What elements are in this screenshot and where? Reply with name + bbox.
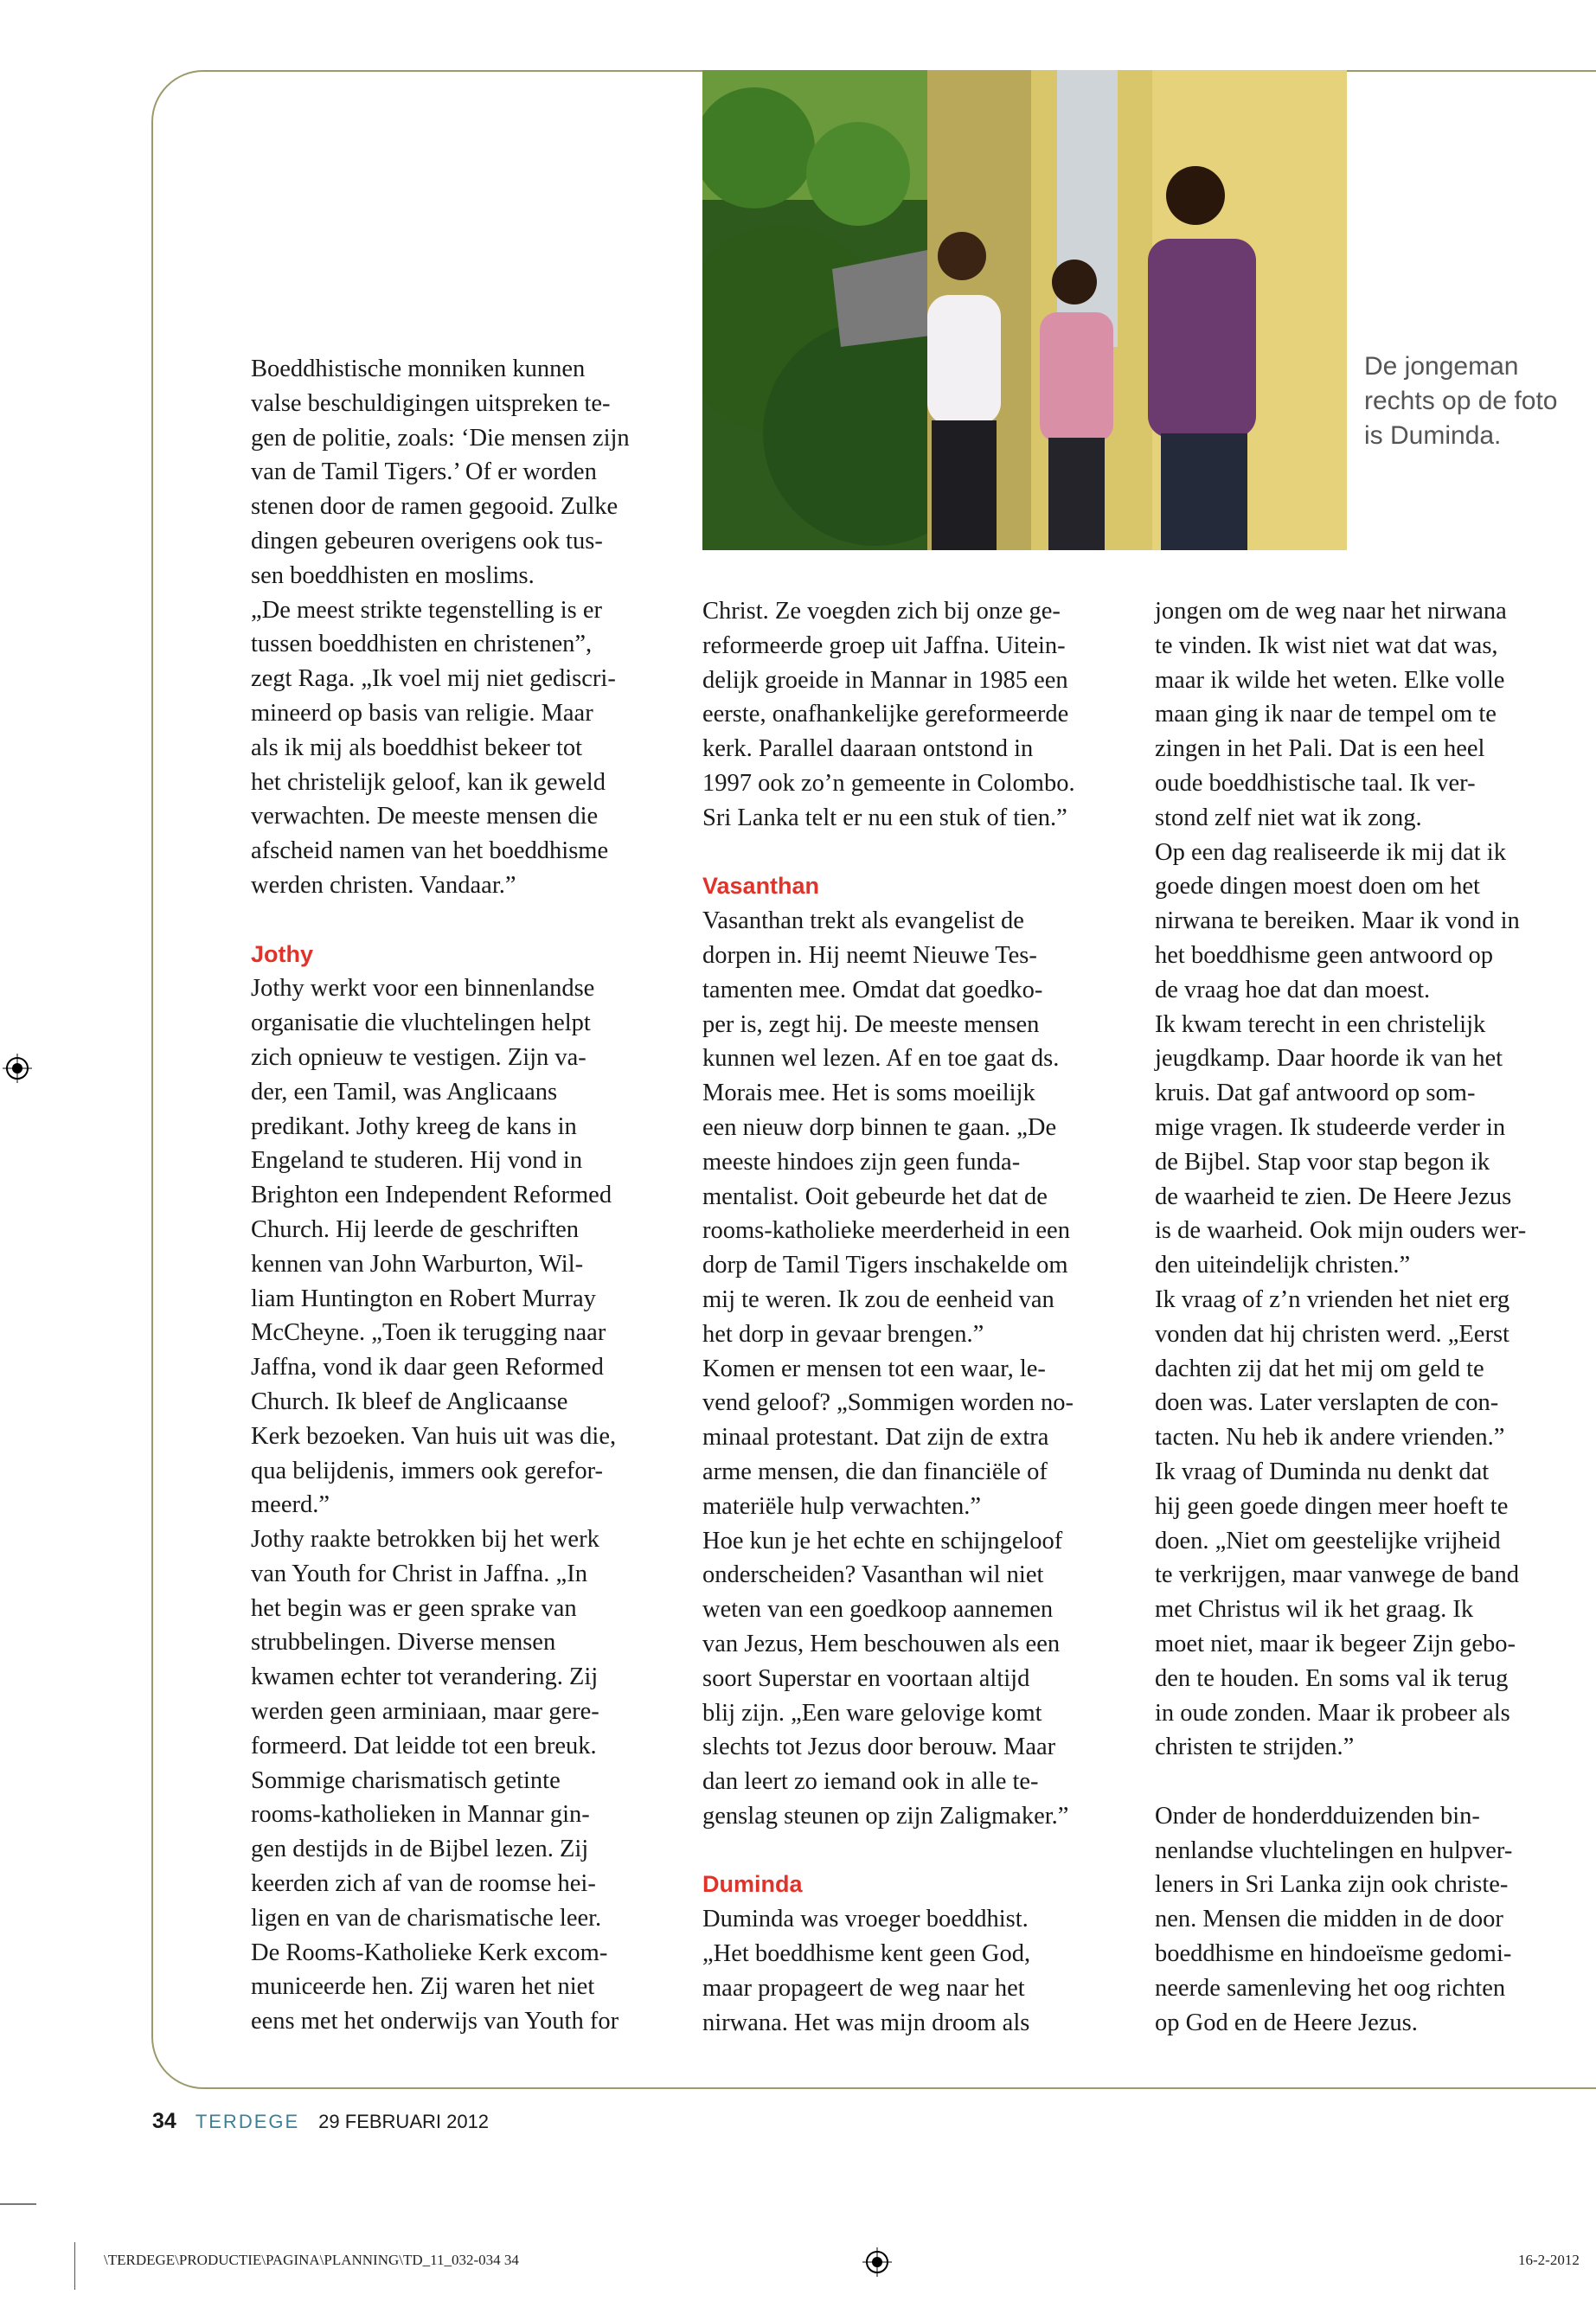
- text-line: soort Superstar en voortaan altijd: [702, 1664, 1030, 1692]
- text-line: den te houden. En soms val ik terug: [1155, 1664, 1509, 1692]
- text-line: eerste, onafhankelijke gereformeerde: [702, 701, 1069, 728]
- text-line: vend geloof? „Sommigen worden no-: [702, 1389, 1074, 1417]
- article-column-2: [702, 594, 1144, 2040]
- text-line: tussen boeddhisten en christenen”,: [251, 631, 593, 658]
- text-line: materiële hulp verwachten.”: [702, 1492, 982, 1520]
- text-line: zingen in het Pali. Dat is een heel: [1155, 735, 1485, 763]
- text-line: kunnen wel lezen. Af en toe gaat ds.: [702, 1045, 1060, 1073]
- text-line: delijk groeide in Mannar in 1985 een: [702, 666, 1068, 694]
- text-line: is de waarheid. Ook mijn ouders wer-: [1155, 1217, 1527, 1245]
- text-line: Jothy raakte betrokken bij het werk: [251, 1526, 599, 1554]
- text-line: maar propageert de weg naar het: [702, 1974, 1025, 2002]
- text-line: stenen door de ramen gegooid. Zulke: [251, 493, 619, 521]
- text-line: maan ging ik naar de tempel om te: [1155, 701, 1497, 728]
- text-line: Church. Hij leerde de geschriften: [251, 1215, 580, 1243]
- text-line: reformeerde groep uit Jaffna. Uitein-: [702, 631, 1066, 659]
- text-line: eens met het onderwijs van Youth for: [251, 2008, 619, 2035]
- text-line: [702, 836, 1144, 870]
- text-line: kennen van John Warburton, Wil-: [251, 1250, 584, 1278]
- text-line: predikant. Jothy kreeg de kans in: [251, 1112, 577, 1140]
- text-line: 1997 ook zo’n gemeente in Colombo.: [702, 769, 1075, 797]
- text-line: vonden dat hij christen werd. „Eerst: [1155, 1320, 1509, 1348]
- section-heading: Vasanthan: [702, 873, 820, 900]
- text-line: van Youth for Christ in Jaffna. „In: [251, 1560, 587, 1587]
- text-line: tacten. Nu heb ik andere vrienden.”: [1155, 1424, 1505, 1452]
- text-line: strubbelingen. Diverse mensen: [251, 1629, 556, 1657]
- text-line: sen boeddhisten en moslims.: [251, 561, 535, 589]
- text-line: meeste hindoes zijn geen funda-: [702, 1148, 1021, 1176]
- text-line: oude boeddhistische taal. Ik ver-: [1155, 769, 1476, 797]
- text-line: zegt Raga. „Ik voel mij niet gediscri-: [251, 665, 616, 693]
- text-line: dorp de Tamil Tigers inschakelde om: [702, 1252, 1068, 1279]
- text-line: het christelijk geloof, kan ik geweld: [251, 768, 606, 796]
- text-line: jongen om de weg naar het nirwana: [1155, 598, 1507, 625]
- text-line: mineerd op basis van religie. Maar: [251, 699, 593, 727]
- text-line: Ik kwam terecht in een christelijk: [1155, 1010, 1486, 1038]
- text-line: arme mensen, die dan financiële of: [702, 1458, 1048, 1485]
- text-line: nirwana te bereiken. Maar ik vond in: [1155, 907, 1520, 935]
- text-line: Jothy werkt voor een binnenlandse: [251, 975, 595, 1003]
- text-line: Komen er mensen tot een waar, le-: [702, 1355, 1046, 1382]
- text-line: nen. Mensen die midden in de door: [1155, 1906, 1503, 1933]
- text-line: werden geen arminiaan, maar gere-: [251, 1698, 599, 1726]
- text-line: Ik vraag of Duminda nu denkt dat: [1155, 1458, 1490, 1485]
- slug-path: \TERDEGE\PRODUCTIE\PAGINA\PLANNING\TD_11_032-034 34: [104, 2252, 519, 2268]
- text-line: kerk. Parallel daaraan ontstond in: [702, 735, 1034, 763]
- text-line: meerd.”: [251, 1491, 330, 1519]
- text-line: Ik vraag of z’n vrienden het niet erg: [1155, 1285, 1510, 1313]
- text-line: rooms-katholieke meerderheid in een: [702, 1217, 1070, 1245]
- text-line: Onder de honderdduizenden bin-: [1155, 1802, 1480, 1830]
- text-line: de waarheid te zien. De Heere Jezus: [1155, 1183, 1512, 1210]
- text-line: slechts tot Jezus door berouw. Maar: [702, 1734, 1056, 1761]
- text-line: dorpen in. Hij neemt Nieuwe Tes-: [702, 941, 1037, 969]
- text-line: een nieuw dorp binnen te gaan. „De: [702, 1113, 1057, 1141]
- text-line: den uiteindelijk christen.”: [1155, 1252, 1411, 1279]
- caption-line: is Duminda.: [1364, 421, 1502, 450]
- text-line: het dorp in gevaar brengen.”: [702, 1320, 984, 1348]
- text-line: valse beschuldigingen uitspreken te-: [251, 389, 611, 417]
- article-column-1: [251, 352, 692, 2039]
- text-line: afscheid namen van het boeddhisme: [251, 837, 609, 865]
- text-line: Op een dag realiseerde ik mij dat ik: [1155, 838, 1506, 866]
- text-line: Morais mee. Het is soms moeilijk: [702, 1080, 1035, 1107]
- text-line: christen te strijden.”: [1155, 1734, 1355, 1761]
- text-line: het boeddhisme geen antwoord op: [1155, 941, 1493, 969]
- text-line: hij geen goede dingen meer hoeft te: [1155, 1492, 1509, 1520]
- text-line: De Rooms-Katholieke Kerk excom-: [251, 1939, 608, 1966]
- caption-line: rechts op de foto: [1364, 387, 1558, 415]
- text-line: McCheyne. „Toen ik terugging naar: [251, 1319, 606, 1347]
- text-line: dingen gebeuren overigens ook tus-: [251, 527, 603, 554]
- text-line: Brighton een Independent Reformed: [251, 1182, 612, 1209]
- text-line: nirwana. Het was mijn droom als: [702, 2009, 1030, 2036]
- text-line: neerde samenleving het oog richten: [1155, 1974, 1506, 2002]
- text-line: blij zijn. „Een ware gelovige komt: [702, 1699, 1042, 1727]
- text-line: Kerk bezoeken. Van huis uit was die,: [251, 1422, 617, 1450]
- text-line: mentalist. Ooit gebeurde het dat de: [702, 1183, 1048, 1210]
- text-line: gen destijds in de Bijbel lezen. Zij: [251, 1836, 589, 1863]
- text-line: nenlandse vluchtelingen en hulpver-: [1155, 1836, 1513, 1864]
- text-line: per is, zegt hij. De meeste mensen: [702, 1010, 1040, 1038]
- text-line: Christ. Ze voegden zich bij onze ge-: [702, 598, 1061, 625]
- text-line: organisatie die vluchtelingen helpt: [251, 1009, 591, 1037]
- text-line: „Het boeddhisme kent geen God,: [702, 1940, 1031, 1968]
- slug-date: 16-2-2012: [1518, 2252, 1580, 2268]
- text-line: stond zelf niet wat ik zong.: [1155, 804, 1422, 831]
- text-line: de Bijbel. Stap voor stap begon ik: [1155, 1148, 1490, 1176]
- text-line: kruis. Dat gaf antwoord op som-: [1155, 1080, 1476, 1107]
- registration-mark-icon: [862, 2247, 892, 2277]
- text-line: maar ik wilde het weten. Elke volle: [1155, 666, 1505, 694]
- text-line: Sri Lanka telt er nu een stuk of tien.”: [702, 804, 1067, 831]
- caption-line: De jongeman: [1364, 352, 1519, 381]
- text-line: doen. „Niet om geestelijke vrijheid: [1155, 1527, 1501, 1554]
- text-line: zich opnieuw te vestigen. Zijn va-: [251, 1043, 586, 1071]
- text-line: werden christen. Vandaar.”: [251, 871, 516, 899]
- text-line: in oude zonden. Maar ik probeer als: [1155, 1699, 1510, 1727]
- text-line: qua belijdenis, immers ook gerefor-: [251, 1457, 604, 1484]
- text-line: Sommige charismatisch getinte: [251, 1766, 561, 1794]
- text-line: verwachten. De meeste mensen die: [251, 803, 599, 830]
- page-number: 34: [152, 2109, 176, 2133]
- magazine-name: TERDEGE: [195, 2111, 300, 2132]
- text-line: mij te weren. Ik zou de eenheid van: [702, 1285, 1054, 1313]
- section-heading: Duminda: [702, 1871, 803, 1898]
- text-line: dan leert zo iemand ook in alle te-: [702, 1768, 1039, 1796]
- text-line: liam Huntington en Robert Murray: [251, 1285, 596, 1312]
- text-line: van Jezus, Hem beschouwen als een: [702, 1630, 1061, 1657]
- text-line: kwamen echter tot verandering. Zij: [251, 1663, 599, 1691]
- text-line: „De meest strikte tegenstelling is er: [251, 596, 602, 624]
- text-line: rooms-katholieken in Mannar gin-: [251, 1801, 590, 1829]
- article-column-3: [1155, 594, 1596, 2040]
- text-line: Church. Ik bleef de Anglicaanse: [251, 1388, 568, 1415]
- registration-mark-icon: [3, 1054, 32, 1083]
- text-line: formeerd. Dat leidde tot een breuk.: [251, 1732, 597, 1759]
- crop-mark: [0, 2203, 36, 2205]
- text-line: doen was. Later verslapten de con-: [1155, 1389, 1499, 1417]
- photo-caption: [1364, 349, 1557, 453]
- text-line: jeugdkamp. Daar hoorde ik van het: [1155, 1045, 1503, 1073]
- text-line: te vinden. Ik wist niet wat dat was,: [1155, 631, 1498, 659]
- text-line: genslag steunen op zijn Zaligmaker.”: [702, 1802, 1069, 1830]
- issue-date: 29 FEBRUARI 2012: [318, 2111, 490, 2132]
- text-line: Jaffna, vond ik daar geen Reformed: [251, 1354, 604, 1381]
- crop-mark: [74, 2242, 75, 2290]
- text-line: onderscheiden? Vasanthan wil niet: [702, 1561, 1044, 1589]
- text-line: te verkrijgen, maar vanwege de band: [1155, 1561, 1519, 1589]
- text-line: Boeddhistische monniken kunnen: [251, 356, 586, 382]
- text-line: boeddhisme en hindoeïsme gedomi-: [1155, 1940, 1512, 1968]
- text-line: tamenten mee. Omdat dat goedko-: [702, 976, 1043, 1003]
- text-line: het begin was er geen sprake van: [251, 1594, 577, 1622]
- text-line: van de Tamil Tigers.’ Of er worden: [251, 458, 597, 486]
- section-heading: Jothy: [251, 940, 314, 967]
- text-line: dachten zij dat het mij om geld te: [1155, 1355, 1484, 1382]
- text-line: Engeland te studeren. Hij vond in: [251, 1147, 583, 1175]
- text-line: Vasanthan trekt als evangelist de: [702, 907, 1024, 935]
- text-line: mige vragen. Ik studeerde verder in: [1155, 1113, 1506, 1141]
- text-line: keerden zich af van de roomse hei-: [251, 1870, 596, 1898]
- text-line: der, een Tamil, was Anglicaans: [251, 1078, 558, 1106]
- text-line: moet niet, maar ik begeer Zijn gebo-: [1155, 1630, 1516, 1657]
- text-line: weten van een goedkoop aannemen: [702, 1596, 1054, 1624]
- text-line: gen de politie, zoals: ‘Die mensen zijn: [251, 424, 630, 452]
- text-line: [1155, 1765, 1596, 1799]
- text-line: leners in Sri Lanka zijn ook christe-: [1155, 1871, 1509, 1899]
- text-line: ligen en van de charismatische leer.: [251, 1904, 602, 1932]
- article-photo: [702, 70, 1347, 550]
- text-line: als ik mij als boeddhist bekeer tot: [251, 734, 583, 761]
- text-line: de vraag hoe dat dan moest.: [1155, 976, 1431, 1003]
- text-line: Hoe kun je het echte en schijngeloof: [702, 1527, 1063, 1554]
- text-line: op God en de Heere Jezus.: [1155, 2009, 1418, 2036]
- text-line: goede dingen moest doen om het: [1155, 873, 1480, 901]
- text-line: Duminda was vroeger boeddhist.: [702, 1906, 1029, 1933]
- text-line: met Christus wil ik het graag. Ik: [1155, 1596, 1474, 1624]
- text-line: minaal protestant. Dat zijn de extra: [702, 1424, 1049, 1452]
- page-footer: [152, 2109, 489, 2134]
- text-line: [702, 1834, 1144, 1868]
- text-line: municeerde hen. Zij waren het niet: [251, 1973, 595, 2001]
- text-line: [251, 903, 692, 938]
